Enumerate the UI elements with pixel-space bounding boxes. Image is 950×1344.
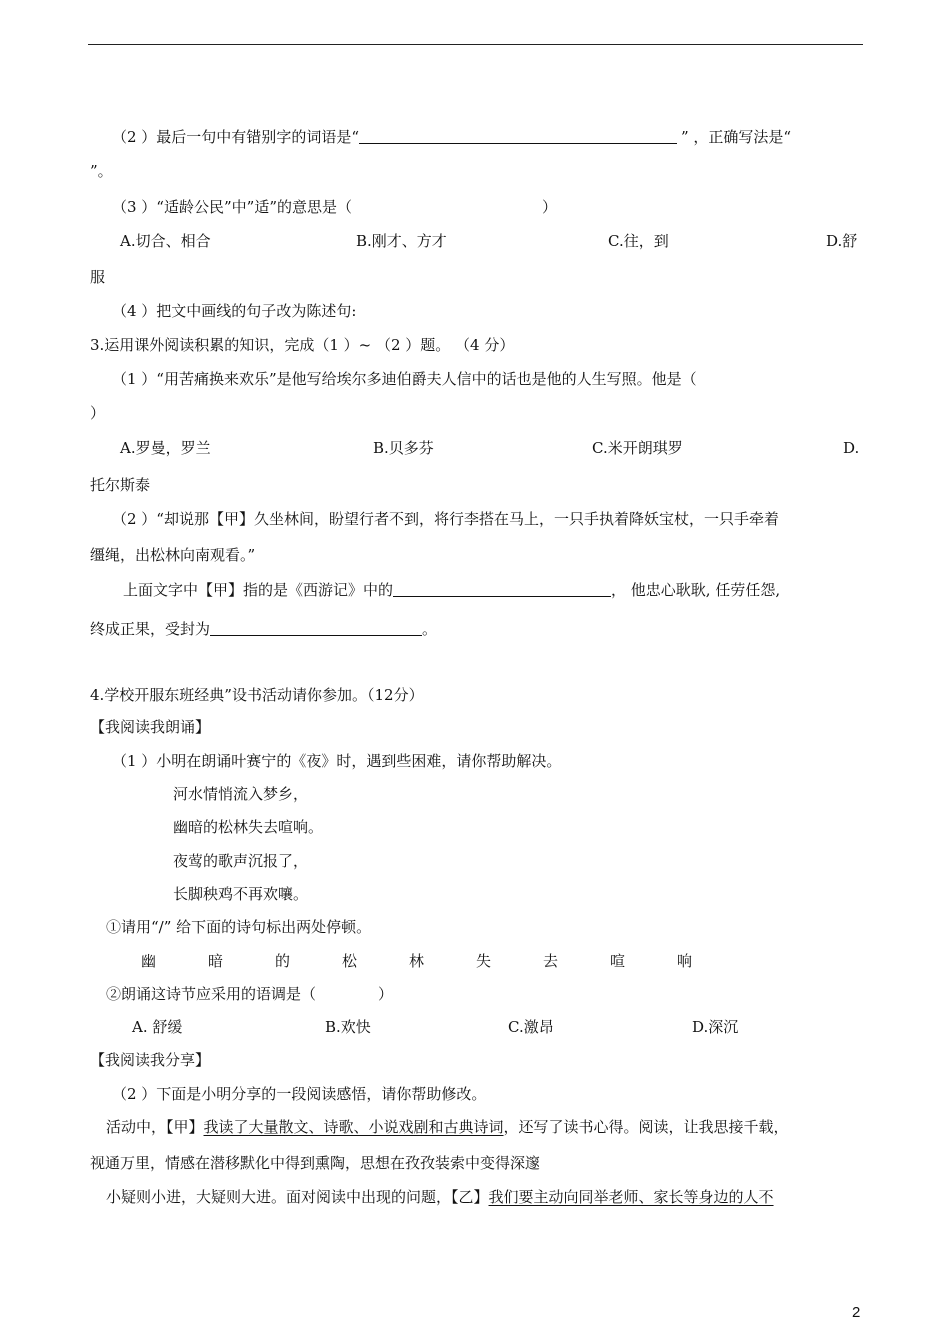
q3-part1-close: ） xyxy=(90,404,106,422)
q3-option-a: A.罗曼，罗兰 xyxy=(120,439,211,457)
share-paragraph-line1 xyxy=(106,1116,789,1138)
q3-part2-line3 xyxy=(123,579,780,601)
q2-part4: （4 ）把文中画线的句子改为陈述句: xyxy=(112,302,357,320)
poem-line-1: 河水情悄流入梦乡， xyxy=(173,785,309,803)
q2-option-b: B.刚才、方才 xyxy=(356,232,447,250)
q4-sub2-close: ） xyxy=(378,985,394,1003)
pause-char-8[interactable]: 喧 xyxy=(610,952,626,970)
page-number: 2 xyxy=(852,1304,861,1321)
q4-option-c: C.激昂 xyxy=(508,1018,554,1036)
q3-option-d: D. xyxy=(843,439,860,457)
q3-part2-line1: （2 ）“却说那【甲】久坐林间，盼望行者不到，将行李搭在马上，一只手执着降妖宝杖，一只手牵着 xyxy=(112,510,779,528)
q2-option-d-cont: 服 xyxy=(90,268,106,286)
answer-blank-character[interactable] xyxy=(393,582,611,597)
pause-char-4[interactable]: 松 xyxy=(342,952,358,970)
q2-part3-close: ） xyxy=(542,198,558,216)
underlined-sentence-jia: 我读了大量散文、诗歌、小说戏剧和古典诗词 xyxy=(203,1118,504,1136)
q4-title: 4.学校开服东班经典”设书活动请你参加。（12分） xyxy=(90,686,424,704)
q4-option-a: A. 舒缓 xyxy=(132,1018,183,1036)
pause-char-6[interactable]: 失 xyxy=(476,952,492,970)
q3-part1: （1 ）“用苦痛换来欢乐”是他写给埃尔多迪伯爵夫人信中的话也是他的人生写照。他是（ xyxy=(112,370,697,388)
poem-line-3: 夜莺的歌声沉报了， xyxy=(173,852,309,870)
q3-part2-line3-end: ， 他忠心耿耿, 任劳任怨, xyxy=(611,581,781,599)
q2-part2-prefix: （2 ）最后一句中有错别字的词语是“ xyxy=(112,128,359,146)
q3-part2-line4-text: 终成正果，受封为 xyxy=(90,620,211,638)
share-paragraph-line3-start: 小疑则小进，大疑则大进。面对阅读中出现的问题，【乙】 xyxy=(106,1188,489,1206)
q2-option-d: D.舒 xyxy=(826,232,858,250)
q3-part2-line2: 缰绳，出松林向南观看。” xyxy=(90,546,256,564)
q2-part3 xyxy=(112,196,557,218)
underlined-sentence-yi: 我们要主动向同举老师、家长等身边的人不 xyxy=(488,1188,774,1206)
q2-part2-mid: ” ，正确写法是“ xyxy=(680,128,792,146)
q2-option-a: A.切合、相合 xyxy=(120,232,211,250)
pause-char-9[interactable]: 响 xyxy=(677,952,693,970)
poem-line-4: 长脚秧鸡不再欢嚷。 xyxy=(173,885,309,903)
q2-part2-line2: ”。 xyxy=(90,162,113,180)
q4-part1: （1 ）小明在朗诵叶赛宁的《夜》时，遇到些困难，请你帮助解决。 xyxy=(112,752,562,770)
q2-part3-text: （3 ）“适龄公民”中”适”的意思是（ xyxy=(112,198,352,216)
pause-char-3[interactable]: 的 xyxy=(275,952,291,970)
poem-line-2: 幽暗的松林失去喧响。 xyxy=(173,818,324,836)
q3-title: 3.运用课外阅读积累的知识，完成（1 ）~ （2 ）题。 （4 分） xyxy=(90,336,515,354)
q2-option-c: C.往，到 xyxy=(608,232,669,250)
share-paragraph-line1-start: 活动中，【甲】 xyxy=(106,1118,204,1136)
share-paragraph-line1-end: ，还写了读书心得。阅读，让我思接千载， xyxy=(503,1118,789,1136)
pause-char-1[interactable]: 幽 xyxy=(141,952,157,970)
q3-part2-line3-text: 上面文字中【甲】指的是《西游记》中的 xyxy=(123,581,394,599)
answer-blank-wrong-word[interactable] xyxy=(359,129,677,144)
q4-sub1: ①请用“/” 给下面的诗句标出两处停顿。 xyxy=(106,918,372,936)
q4-section-recite: 【我阅读我朗诵】 xyxy=(90,718,211,736)
q4-option-d: D.深沉 xyxy=(692,1018,739,1036)
q4-section-share: 【我阅读我分享】 xyxy=(90,1051,211,1069)
pause-char-5[interactable]: 林 xyxy=(409,952,425,970)
pause-char-2[interactable]: 暗 xyxy=(208,952,224,970)
share-paragraph-line3 xyxy=(106,1186,774,1208)
q4-sub2-text: ②朗诵这诗节应采用的语调是（ xyxy=(106,985,317,1003)
q4-sub2 xyxy=(106,983,393,1005)
pause-char-7[interactable]: 去 xyxy=(543,952,559,970)
answer-blank-title[interactable] xyxy=(210,621,422,636)
share-paragraph-line2: 视通万里，情感在潜移默化中得到熏陶，思想在孜孜装索中变得深邃 xyxy=(90,1154,541,1172)
q3-option-b: B.贝多芬 xyxy=(373,439,434,457)
q3-part2-line4 xyxy=(90,618,437,640)
q4-option-b: B.欢快 xyxy=(325,1018,371,1036)
q3-option-c: C.米开朗琪罗 xyxy=(592,439,683,457)
q4-part2: （2 ）下面是小明分享的一段阅读感悟，请你帮助修改。 xyxy=(112,1085,487,1103)
q2-part2-line1 xyxy=(112,126,791,148)
header-rule xyxy=(88,44,863,45)
q3-part2-line4-end: 。 xyxy=(422,620,438,638)
q3-option-d-cont: 托尔斯泰 xyxy=(90,476,151,494)
